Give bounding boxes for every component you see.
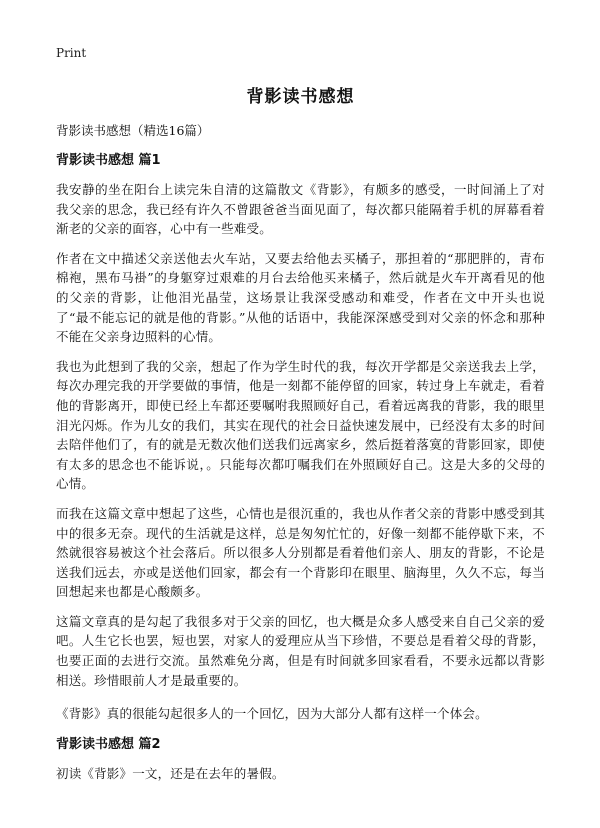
body-paragraph: 这篇文章真的是勾起了我很多对于父亲的回忆，也大概是众多人感受来自自己父亲的爱吧。人生它长也罢，短也罢，对家人的爱理应从当下珍惜，不要总是看着父母的背影，也要正面的去进行交流。虽然难免分离，但是有时间就多回家看看，不要永远都以背影相送。珍惜眼前人才是最重要的。: [56, 613, 545, 688]
body-paragraph: 我也为此想到了我的父亲，想起了作为学生时代的我，每次开学都是父亲送我去上学，每次办理完我的开学要做的事情，他是一刻都不能停留的回家，转过身上车就走，看着他的背影离开，即使已经上车都还要嘱咐我照顾好自己，看着远离我的背影，我的眼里泪光闪烁。作为儿女的我们，其实在现代的社会日益快速发展中，已经没有太多的时间去陪伴他们了，有的就是无数次他们送我们远离家乡，然后挺着落寞的背影回家，即使有太多的思念也不能诉说，。只能每次都叮嘱我们在外照顾好自己。这是大多的父母的心情。: [56, 358, 545, 492]
body-paragraph: 我安静的坐在阳台上读完朱自清的这篇散文《背影》，有颇多的感受，一时间涌上了对我父亲的思念，我已经有许久不曾跟爸爸当面见面了，每次都只能隔着手机的屏幕看着渐老的父亲的面容，心中有一些难受。: [56, 182, 545, 237]
document-subtitle: 背影读书感想（精选16篇）: [56, 123, 210, 138]
body-paragraph: 《背影》真的很能勾起很多人的一个回忆，因为大部分人都有这样一个体会。: [56, 706, 488, 722]
print-link[interactable]: Print: [56, 46, 87, 60]
body-paragraph: 作者在文中描述父亲送他去火车站，又要去给他去买橘子，那担着的“那肥胖的，青布棉袍，黑布马褂”的身躯穿过艰难的月台去给他买来橘子，然后就是火车开离看见的他的父亲的背影，让他泪光晶莹，这场景让我深受感动和难受，作者在文中开头也说了“最不能忘记的就是他的背影。”从他的话语中，我能深深感受到对父亲的怀念和那种不能在父亲身边照料的心情。: [56, 250, 545, 345]
body-paragraph: 初读《背影》一文，还是在去年的暑假。: [56, 765, 285, 781]
page-title: 背影读书感想: [246, 87, 355, 107]
section-heading: 背影读书感想 篇1: [56, 153, 161, 168]
body-paragraph: 而我在这篇文章中想起了这些，心情也是很沉重的，我也从作者父亲的背影中感受到其中的很多无奈。现代的生活就是这样，总是匆匆忙忙的，好像一刻都不能停歇下来，不然就很容易被这个社会落后。所以很多人分别都是看着他们亲人、朋友的背影，不论是送我们远去，亦或是送他们回家，都会有一个背影印在眼里、脑海里，久久不忘，每当回想起来也都是心酸颇多。: [56, 505, 545, 600]
section-heading: 背影读书感想 篇2: [56, 736, 161, 752]
